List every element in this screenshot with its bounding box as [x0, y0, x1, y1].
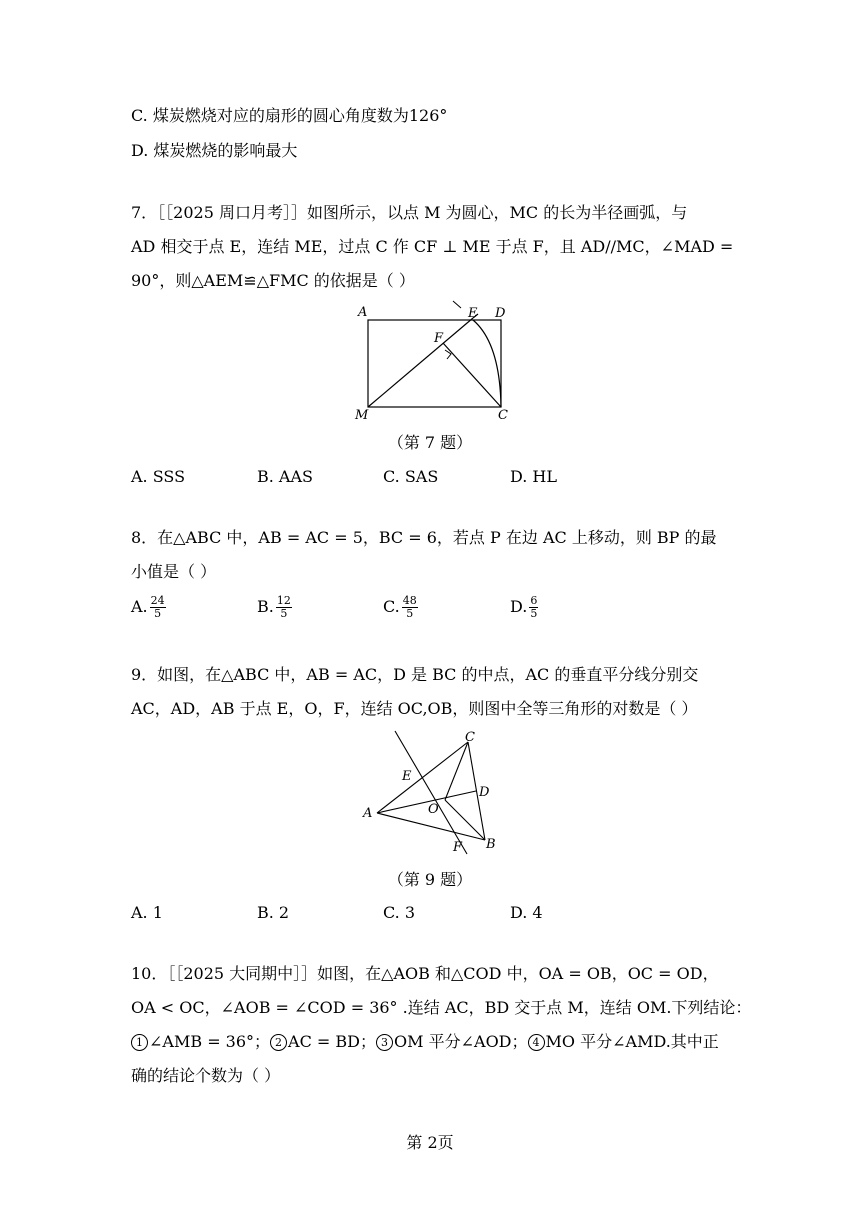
q7-label-m: M	[355, 408, 369, 423]
page-number: 第 2页	[406, 1133, 454, 1152]
q10-stem-line-1: 10．［［2025 大同期中］］如图，在△AOB 和△COD 中，OA = OB，OC = OD，	[131, 964, 719, 983]
q8-option-d-letter: D.	[510, 597, 528, 616]
q7-stem-line-1: 7．［［2025 周口月考］］如图所示，以点 M 为圆心，MC 的长为半径画弧，与	[131, 203, 688, 222]
denominator: 5	[530, 607, 538, 620]
conclusion-3: OM 平分∠AOD；	[394, 1032, 528, 1051]
q8-option-d-fraction	[529, 595, 538, 620]
numerator: 6	[530, 594, 538, 607]
q8-option-a-fraction	[150, 595, 166, 620]
q9-option-d: D. 4	[510, 903, 543, 922]
q9-label-c: C	[465, 730, 475, 745]
q9-stem-line-2: AC，AD，AB 于点 E，O，F，连结 OC,OB，则图中全等三角形的对数是（ ）	[131, 699, 698, 718]
q9-label-e: E	[402, 769, 412, 784]
q7-option-c: C. SAS	[383, 467, 439, 486]
q9-label-a: A	[363, 806, 373, 821]
conclusion-number-4: 4	[528, 1034, 545, 1051]
q8-options	[131, 595, 651, 625]
q7-figure-caption: （第 7 题）	[387, 433, 473, 452]
q6-option-c: C. 煤炭燃烧对应的扇形的圆心角度数为126°	[131, 106, 448, 125]
q7-options	[131, 466, 651, 488]
q8-stem-line-2: 小值是（ ）	[131, 562, 217, 581]
q9-option-b: B. 2	[257, 903, 290, 922]
conclusion-number-3: 3	[376, 1034, 393, 1051]
q8-option-c	[383, 595, 418, 620]
q9-label-b: B	[486, 837, 496, 852]
conclusion-4: MO 平分∠AMD.其中正	[545, 1032, 719, 1051]
q10-stem-line-3	[131, 1031, 719, 1053]
conclusion-number-2: 2	[270, 1034, 287, 1051]
q8-option-b-letter: B.	[257, 597, 274, 616]
q9-figure	[355, 728, 505, 858]
q9-option-c: C. 3	[383, 903, 416, 922]
q8-stem-line-1: 8．在△ABC 中，AB = AC = 5，BC = 6，若点 P 在边 AC 上移动，则 BP 的最	[131, 528, 717, 547]
q8-option-d	[510, 595, 538, 620]
q8-option-b	[257, 595, 292, 620]
numerator: 12	[276, 594, 291, 607]
q8-option-c-fraction	[402, 595, 418, 620]
q7-label-c: C	[498, 408, 508, 423]
q7-label-f: F	[434, 331, 444, 346]
q6-option-d: D. 煤炭燃烧的影响最大	[131, 141, 298, 160]
q9-label-f: F	[453, 840, 463, 855]
q10-stem-line-4: 确的结论个数为（ ）	[131, 1066, 281, 1085]
q9-label-o: O	[428, 802, 439, 817]
conclusion-1: ∠AMB = 36°；	[149, 1032, 271, 1051]
q9-figure-caption: （第 9 题）	[387, 870, 473, 889]
conclusion-2: AC = BD；	[288, 1032, 377, 1051]
q7-label-e: E	[468, 306, 478, 321]
denominator: 5	[154, 607, 162, 620]
numerator: 24	[150, 594, 165, 607]
q9-label-d: D	[479, 785, 490, 800]
q8-option-a-letter: A.	[131, 597, 148, 616]
q7-label-d: D	[495, 306, 506, 321]
q8-option-b-fraction	[276, 595, 292, 620]
denominator: 5	[280, 607, 288, 620]
q8-option-a	[131, 595, 166, 620]
q9-options	[131, 902, 651, 924]
q9-option-a: A. 1	[131, 903, 163, 922]
denominator: 5	[406, 607, 414, 620]
conclusion-number-1: 1	[131, 1034, 148, 1051]
q7-stem-line-3: 90°，则△AEM≌△FMC 的依据是（ ）	[131, 271, 415, 290]
q7-option-a: A. SSS	[131, 467, 186, 486]
q9-stem-line-1: 9．如图，在△ABC 中，AB = AC，D 是 BC 的中点，AC 的垂直平分线分别交	[131, 665, 699, 684]
q7-label-a: A	[358, 305, 368, 320]
q7-stem-line-2: AD 相交于点 E，连结 ME，过点 C 作 CF ⊥ ME 于点 F，且 AD//MC，∠MAD =	[131, 237, 734, 256]
q7-figure	[340, 298, 530, 428]
numerator: 48	[402, 594, 417, 607]
q7-option-b: B. AAS	[257, 467, 313, 486]
q8-option-c-letter: C.	[383, 597, 400, 616]
q7-option-d: D. HL	[510, 467, 558, 486]
q10-stem-line-2: OA < OC，∠AOB = ∠COD = 36° .连结 AC，BD 交于点 M，连结 OM.下列结论：	[131, 998, 752, 1017]
